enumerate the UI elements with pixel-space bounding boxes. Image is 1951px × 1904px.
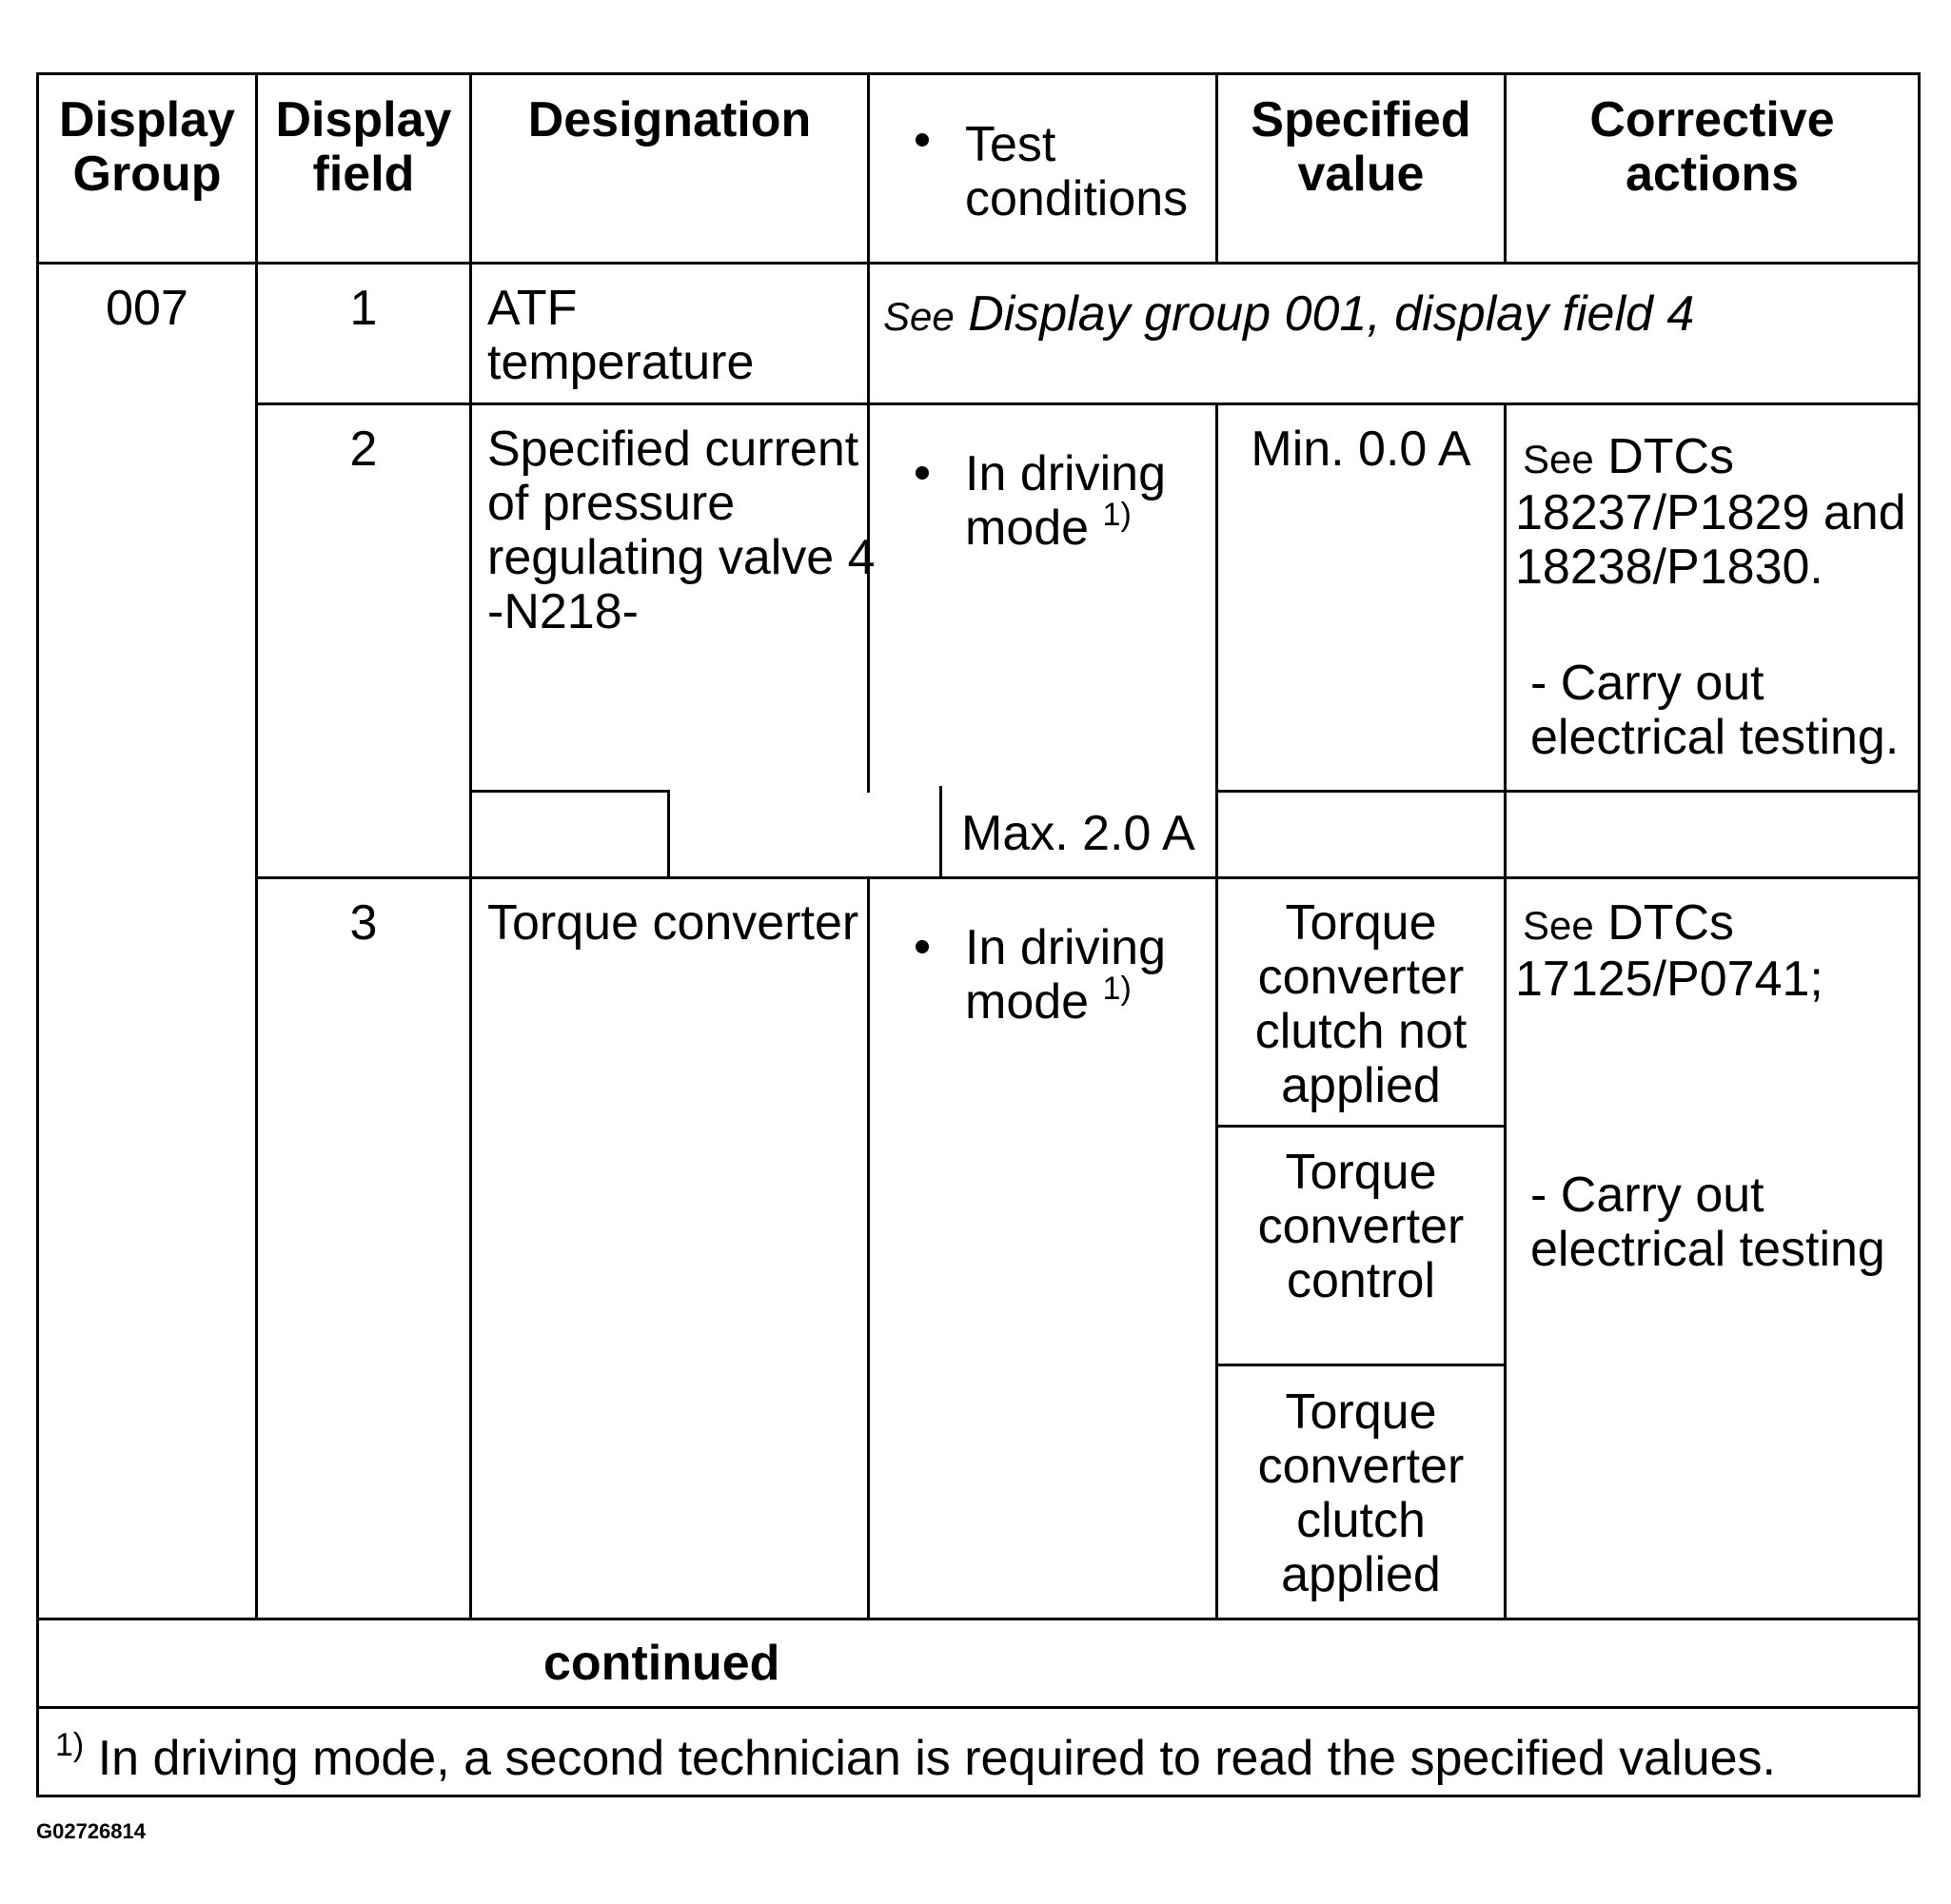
body-divider [36,1618,1921,1620]
row1-note [883,287,1694,344]
header-test-conditions-line: Test [965,117,1056,172]
row1-designation-line: ATF [487,281,578,336]
row2-action-step-line: electrical testing. [1530,710,1900,765]
row3-action-steps [1530,1168,1885,1277]
border-right [1918,72,1921,1797]
row2-condition [965,447,1166,556]
row3-designation: Torque converter [487,895,859,951]
row2-designation-line: regulating valve 4 [487,530,876,585]
row3-value-line: applied [1281,1547,1441,1602]
footnote-ref-mark: 1) [55,1727,85,1763]
border-bottom [36,1795,1921,1797]
col-divider-5-body [1504,402,1507,1620]
header-test-conditions-line: conditions [965,171,1189,226]
row1-note-see: See [883,294,955,339]
row2-designation-line: -N218- [487,584,639,639]
bullet-icon [916,940,929,953]
row2-actions [1515,429,1906,595]
row2-condition-line: In driving [965,446,1166,501]
row2-designation [487,422,876,639]
row3-value-line: clutch not [1254,1004,1468,1059]
row3-value-line: converter [1257,1199,1465,1254]
row1-note-text: Display group 001, display field 4 [968,286,1695,342]
continued-divider [36,1706,1921,1709]
row3-value-clutch-applied [1218,1385,1504,1602]
col-divider-3-lower [867,876,870,1620]
row2-actions-line: 18238/P1830. [1515,540,1823,595]
row1-designation-line: temperature [487,335,755,390]
header-display-group-line: Display [59,92,235,147]
row3-condition-line: mode [965,974,1090,1030]
row2-designation-line: of pressure [487,476,736,531]
row3-action-step-line: electrical testing [1530,1222,1885,1277]
row1-designation [487,282,754,390]
row3-condition-line: In driving [965,920,1166,975]
row3-value-line: converter [1257,950,1465,1005]
max-subcell-right [939,786,942,879]
footnote-text: In driving mode, a second technician is required to read the specified values. [97,1731,1776,1786]
bullet-icon [916,133,929,147]
continued-label: continued [543,1636,780,1691]
header-display-group [39,93,255,202]
image-code: G02726814 [36,1819,146,1843]
row3-value-line: clutch [1296,1493,1426,1548]
header-display-field-line: Display [275,92,452,147]
row3-value-line: Torque [1285,1384,1437,1440]
row3-actions-line: 17125/P0741; [1515,952,1823,1007]
footnote-ref-mark: 1) [1102,971,1132,1007]
row3-actions-dtc: DTCs [1607,895,1735,951]
row3-condition [965,921,1166,1030]
row3-value-line: Torque [1285,1145,1437,1200]
header-display-field [258,93,469,202]
footnote [55,1727,1776,1786]
display-group-value: 007 [106,281,188,336]
max-subcell-left [667,790,670,879]
row3-value-line: control [1286,1253,1436,1308]
row2-value-max: Max. 2.0 A [961,806,1195,861]
row2-action-steps [1530,657,1899,765]
row3-value-line: Torque [1285,895,1437,951]
header-designation: Designation [527,92,812,147]
header-corrective-actions [1507,93,1918,202]
row2-actions-see: See [1523,437,1594,481]
header-corrective-actions-line: actions [1625,147,1800,202]
footnote-ref-mark: 1) [1102,497,1132,533]
row2-action-step-line: - Carry out [1530,656,1764,711]
col-divider-2 [469,72,472,1620]
bullet-icon [916,466,929,480]
row2-field: 2 [349,422,378,477]
header-display-field-line: field [312,147,415,202]
header-specified-value-line: value [1297,147,1425,202]
row2-condition-line: mode [965,501,1090,556]
row2-subdivider-right [1215,790,1921,793]
header-specified-value [1218,93,1504,202]
row2-actions-dtc: DTCs [1607,429,1735,484]
header-test-conditions [965,118,1188,226]
row3-value-divider-1 [1215,1125,1506,1128]
row3-actions-see: See [1523,903,1594,948]
row3-field: 3 [349,895,378,951]
row1-divider [255,402,1921,405]
row3-value-converter-control [1218,1146,1504,1308]
row3-actions [1515,895,1823,1007]
row3-value-divider-2 [1215,1364,1506,1366]
header-divider [36,262,1921,265]
row2-actions-line: 18237/P1829 and [1515,485,1906,540]
row2-value-min: Min. 0.0 A [1251,422,1471,477]
row3-value-line: applied [1281,1058,1441,1113]
header-corrective-actions-line: Corrective [1589,92,1835,147]
row3-value-line: converter [1257,1439,1465,1494]
header-specified-value-line: Specified [1251,92,1471,147]
row3-action-step-line: - Carry out [1530,1168,1764,1223]
row2-designation-line: Specified current [487,422,859,477]
row2-subdivider-left [469,790,669,793]
row3-value-clutch-not-applied [1218,896,1504,1113]
header-display-group-line: Group [72,147,222,202]
row2-divider [255,876,1921,879]
border-top [36,72,1921,75]
row1-field: 1 [349,281,378,336]
